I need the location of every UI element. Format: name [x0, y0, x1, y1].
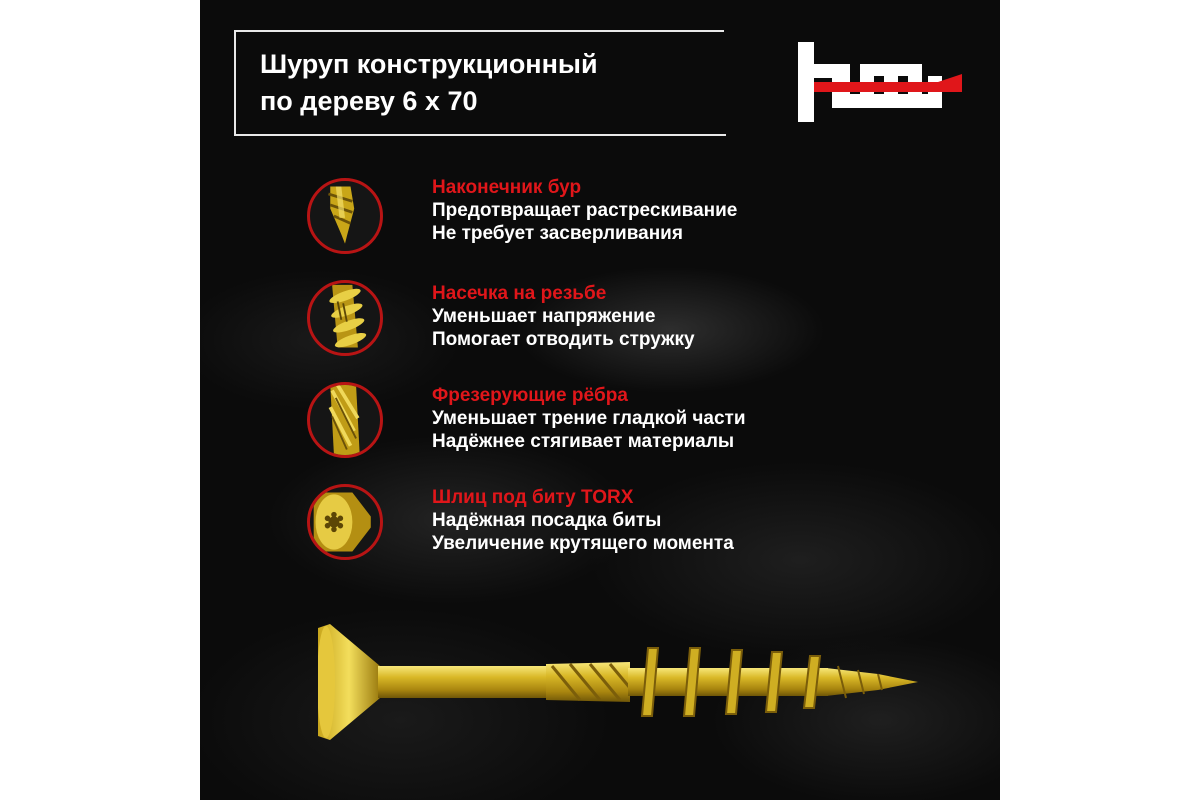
feature-line: Уменьшает трение гладкой части	[432, 408, 746, 429]
feature-heading: Фрезерующие рёбра	[432, 385, 628, 406]
title-line-2: по дереву 6 x 70	[260, 86, 478, 116]
frame-line-left	[234, 30, 236, 136]
feature-line: Предотвращает растрескивание	[432, 200, 738, 221]
frame-line-bottom	[234, 134, 726, 136]
torx-head-icon	[307, 484, 383, 560]
brand-logo	[788, 36, 968, 132]
feature-heading: Наконечник бур	[432, 177, 582, 198]
milling-ribs-icon	[307, 382, 383, 458]
feature-torx-head	[200, 484, 1000, 584]
feature-line: Надёжнее стягивает материалы	[432, 431, 735, 452]
feature-thread-notch	[200, 280, 1000, 380]
product-banner	[200, 0, 1000, 800]
feature-line: Уменьшает напряжение	[432, 306, 656, 327]
screw-image	[318, 622, 938, 752]
feature-line: Надёжная посадка биты	[432, 510, 662, 531]
feature-line: Помогает отводить стружку	[432, 329, 695, 350]
title-line-1: Шуруп конструкционный	[260, 49, 598, 79]
feature-drill-tip	[200, 178, 1000, 278]
drill-tip-icon	[307, 178, 383, 254]
frame-line-top	[234, 30, 724, 32]
thread-notch-icon	[307, 280, 383, 356]
feature-heading: Шлиц под биту TORX	[432, 487, 634, 508]
feature-line: Увеличение крутящего момента	[432, 533, 734, 554]
product-title	[260, 46, 598, 120]
feature-milling-ribs	[200, 382, 1000, 482]
feature-heading: Насечка на резьбе	[432, 283, 607, 304]
feature-line: Не требует засверливания	[432, 223, 683, 244]
